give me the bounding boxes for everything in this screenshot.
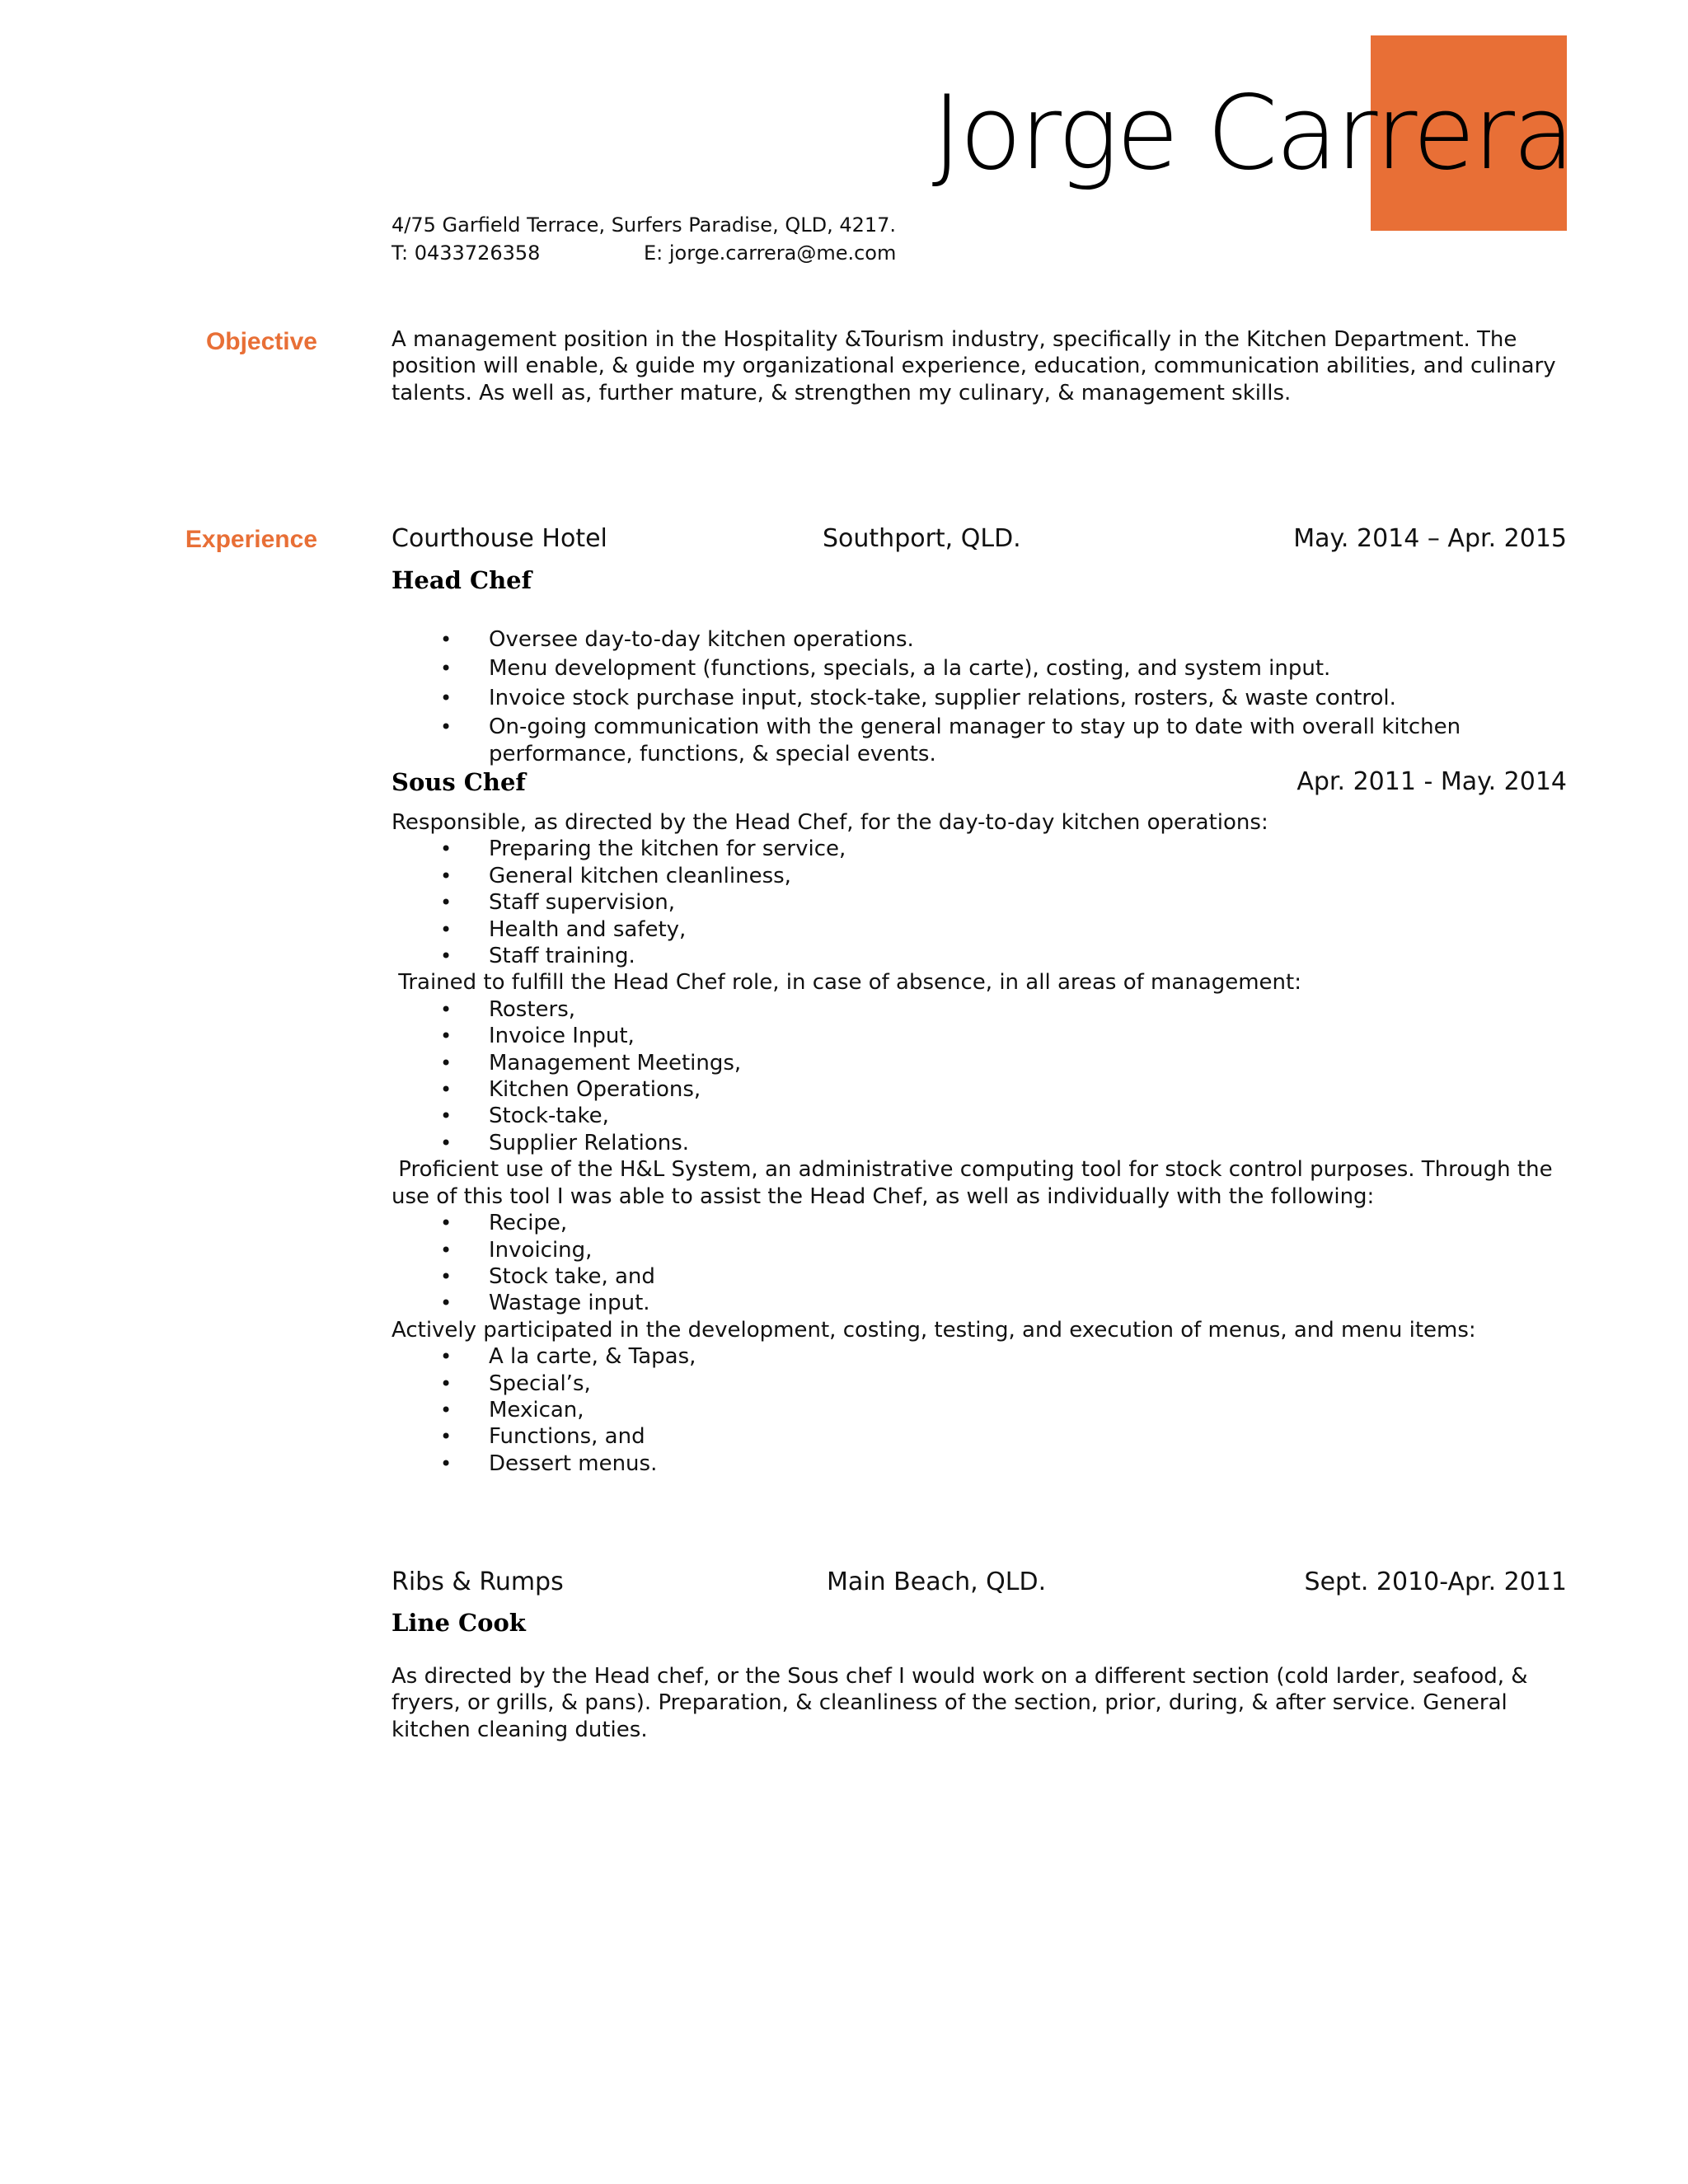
job-header-ribs-rumps xyxy=(392,1566,1567,1599)
sous-chef-menu-intro: Actively participated in the development, costing, testing, and execution of menus, and menu items: xyxy=(392,1317,1476,1343)
list-item: • Preparing the kitchen for service, xyxy=(440,837,846,862)
list-item: • On-going communication with the general manager to stay up to date with overall kitchen performance, functions, & special events. xyxy=(440,715,1461,766)
role-title-head-chef: Head Chef xyxy=(392,566,532,594)
list-item: • Health and safety, xyxy=(440,916,687,942)
list-item: • Wastage input. xyxy=(440,1291,650,1316)
objective-label: Objective xyxy=(205,328,317,355)
list-item: • Staff training. xyxy=(440,944,635,969)
list-item: • Mexican, xyxy=(440,1397,584,1422)
sous-chef-list-2 xyxy=(392,996,1567,1156)
email: E: jorge.carrera@me.com xyxy=(644,241,897,265)
experience-label: Experience xyxy=(185,526,317,553)
list-item: • Invoicing, xyxy=(440,1237,593,1263)
address: 4/75 Garfield Terrace, Surfers Paradise, QLD, 4217. xyxy=(392,213,897,237)
list-item: • Rosters, xyxy=(440,996,576,1022)
list-item: • General kitchen cleanliness, xyxy=(440,863,791,888)
list-item: • Invoice Input, xyxy=(440,1024,635,1049)
list-item: • Oversee day-to-day kitchen operations. xyxy=(440,627,914,652)
list-item: • Special’s, xyxy=(440,1371,591,1396)
sous-chef-dates-row xyxy=(392,766,1567,799)
job-header-courthouse xyxy=(392,523,1567,555)
company-name: Ribs & Rumps xyxy=(392,1568,564,1596)
job-dates: May. 2014 – Apr. 2015 xyxy=(1293,524,1567,553)
phone: T: 0433726358 xyxy=(392,241,541,265)
list-item: • Menu development (functions, specials, a la carte), costing, and system input. xyxy=(440,656,1331,682)
list-item: • Invoice stock purchase input, stock-take, supplier relations, rosters, & waste control. xyxy=(440,685,1396,710)
sous-chef-training-intro: Trained to fulfill the Head Chef role, in case of absence, in all areas of management: xyxy=(392,970,1301,996)
sous-chef-intro: Responsible, as directed by the Head Chef, for the day-to-day kitchen operations: xyxy=(392,810,1268,835)
company-name: Courthouse Hotel xyxy=(392,524,607,553)
line-cook-text: As directed by the Head chef, or the Sous chef I would work on a different section (cold larder, seafood, & fryers, or grills, & pans). Preparation, & cleanliness of the section, prior, during, & after service. General kitchen cleaning duties. xyxy=(392,1664,1528,1742)
sous-chef-details xyxy=(392,809,1567,1477)
list-item: • Kitchen Operations, xyxy=(440,1077,701,1103)
sous-chef-list-4 xyxy=(392,1343,1567,1477)
head-chef-duties xyxy=(392,626,1567,767)
sous-chef-list-3 xyxy=(392,1210,1567,1317)
list-item: • Supplier Relations. xyxy=(440,1130,690,1155)
list-item: • Stock-take, xyxy=(440,1104,609,1129)
sous-chef-list-1 xyxy=(392,836,1567,969)
list-item: • Dessert menus. xyxy=(440,1451,658,1476)
list-item: • Stock take, and xyxy=(440,1263,655,1289)
list-item: • Functions, and xyxy=(440,1424,645,1450)
candidate-name: Jorge Carrera xyxy=(931,74,1573,193)
sous-chef-system-intro: Proficient use of the H&L System, an administrative computing tool for stock control purposes. Through the use of this tool I was able to assist the Head Chef, as well as individually with the following: xyxy=(392,1157,1559,1209)
job-location: Main Beach, QLD. xyxy=(827,1568,1047,1596)
list-item: • A la carte, & Tapas, xyxy=(440,1344,696,1370)
job-location: Southport, QLD. xyxy=(823,524,1021,553)
list-item: • Staff supervision, xyxy=(440,890,676,916)
objective-text: A management position in the Hospitality &Tourism industry, specifically in the Kitchen Department. The position will enable, & guide my organizational experience, education, communication abilities, and culinary talents. As well as, further mature, & strengthen my culinary, & management skills. xyxy=(392,327,1556,405)
job-dates: Sept. 2010-Apr. 2011 xyxy=(1304,1568,1567,1596)
list-item: • Recipe, xyxy=(440,1211,568,1236)
role-title-line-cook: Line Cook xyxy=(392,1609,526,1637)
role-title-sous-chef: Sous Chef xyxy=(392,768,526,796)
role-dates: Apr. 2011 - May. 2014 xyxy=(1296,767,1567,796)
list-item: • Management Meetings, xyxy=(440,1050,742,1076)
